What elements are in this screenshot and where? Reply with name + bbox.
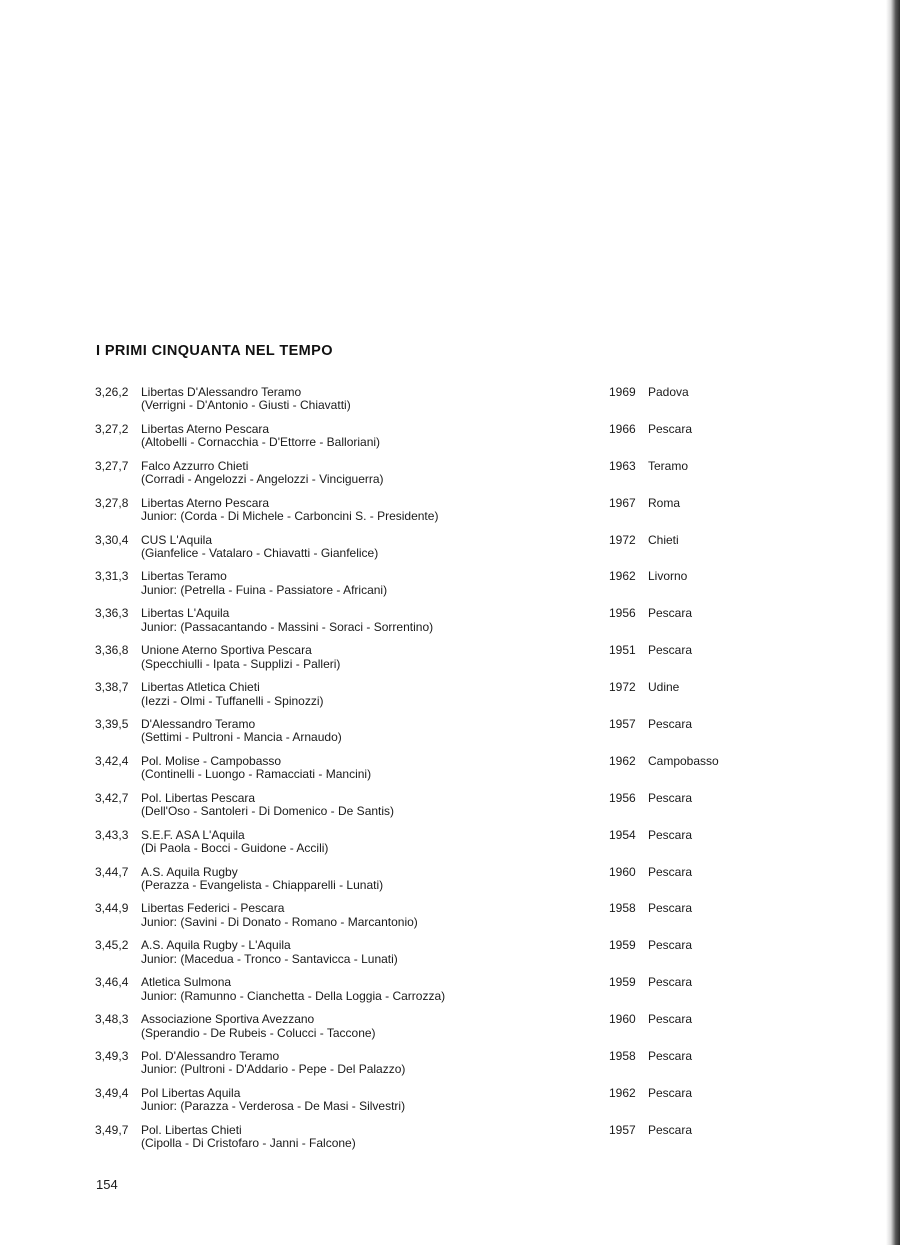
record-year: 1972 [609, 532, 636, 547]
record-row [0, 534, 900, 571]
record-members: (Corradi - Angelozzi - Angelozzi - Vinciguerra) [141, 472, 384, 487]
record-place: Pescara [648, 790, 693, 805]
record-place: Pescara [648, 901, 693, 916]
record-row [0, 718, 900, 755]
record-place: Livorno [648, 569, 688, 584]
record-members: (Dell'Oso - Santoleri - Di Domenico - De Santis) [141, 804, 395, 819]
record-team: Libertas D'Alessandro Teramo [141, 385, 302, 399]
record-members: (Continelli - Luongo - Ramacciati - Mancini) [141, 767, 372, 782]
record-time: 3,49,4 [95, 1085, 129, 1100]
record-members: Junior: (Petrella - Fuina - Passiatore - Africani) [141, 582, 388, 597]
record-place: Pescara [648, 1085, 693, 1100]
record-team: Libertas L'Aquila [141, 606, 230, 621]
page-number: 154 [96, 1177, 118, 1192]
record-members: (Gianfelice - Vatalaro - Chiavatti - Gianfelice) [141, 545, 379, 560]
record-place: Campobasso [648, 753, 719, 768]
record-place: Pescara [648, 1049, 693, 1064]
record-row [0, 644, 900, 681]
record-team: S.E.F. ASA L'Aquila [141, 827, 245, 842]
record-place: Pescara [648, 1122, 693, 1137]
record-row [0, 1124, 900, 1161]
record-place: Pescara [648, 975, 693, 990]
record-row [0, 939, 900, 976]
record-team: Pol. D'Alessandro Teramo [141, 1049, 280, 1064]
record-place: Chieti [648, 532, 679, 547]
record-year: 1963 [609, 458, 636, 473]
record-place: Pescara [648, 717, 693, 732]
record-place: Teramo [648, 458, 689, 473]
record-members: Junior: (Corda - Di Michele - Carboncini S. - Presidente) [141, 509, 439, 524]
record-row [0, 1013, 900, 1050]
record-team: Pol. Molise - Campobasso [141, 753, 282, 768]
record-year: 1957 [609, 1122, 636, 1137]
record-members: (Iezzi - Olmi - Tuffanelli - Spinozzi) [141, 693, 324, 708]
record-team: Libertas Aterno Pescara [141, 421, 270, 436]
record-place: Pescara [648, 643, 693, 658]
record-team: A.S. Aquila Rugby - L'Aquila [141, 938, 291, 953]
record-time: 3,27,8 [95, 495, 129, 510]
record-time: 3,39,5 [95, 717, 129, 732]
record-time: 3,30,4 [95, 532, 129, 547]
record-place: Pescara [648, 827, 693, 842]
record-year: 1962 [609, 753, 636, 768]
record-year: 1956 [609, 790, 636, 805]
record-row [0, 423, 900, 460]
record-time: 3,27,7 [95, 458, 129, 473]
record-team: D'Alessandro Teramo [141, 717, 256, 732]
record-team: Atletica Sulmona [141, 975, 232, 990]
record-members: Junior: (Ramunno - Cianchetta - Della Loggia - Carrozza) [141, 988, 446, 1003]
record-place: Roma [648, 495, 681, 510]
record-row [0, 755, 900, 792]
record-year: 1958 [609, 901, 636, 916]
record-members: (Di Paola - Bocci - Guidone - Accili) [141, 841, 329, 856]
record-year: 1972 [609, 680, 636, 695]
record-team: Falco Azzurro Chieti [141, 458, 249, 473]
record-row [0, 570, 900, 607]
record-place: Padova [648, 385, 689, 399]
record-team: Associazione Sportiva Avezzano [141, 1012, 315, 1027]
record-place: Pescara [648, 938, 693, 953]
record-time: 3,44,9 [95, 901, 129, 916]
record-row [0, 1087, 900, 1124]
record-time: 3,42,7 [95, 790, 129, 805]
record-year: 1954 [609, 827, 636, 842]
record-time: 3,45,2 [95, 938, 129, 953]
record-year: 1959 [609, 975, 636, 990]
record-time: 3,31,3 [95, 569, 129, 584]
record-team: A.S. Aquila Rugby [141, 864, 238, 879]
record-row [0, 1050, 900, 1087]
record-row [0, 460, 900, 497]
record-members: Junior: (Savini - Di Donato - Romano - Marcantonio) [141, 914, 418, 929]
record-row [0, 902, 900, 939]
record-place: Pescara [648, 421, 693, 436]
record-members: (Altobelli - Cornacchia - D'Ettorre - Balloriani) [141, 435, 381, 450]
record-row [0, 866, 900, 903]
record-row [0, 976, 900, 1013]
record-year: 1962 [609, 1085, 636, 1100]
record-team: Libertas Teramo [141, 569, 227, 584]
record-year: 1958 [609, 1049, 636, 1064]
record-year: 1966 [609, 421, 636, 436]
record-year: 1957 [609, 717, 636, 732]
record-time: 3,49,3 [95, 1049, 129, 1064]
record-members: (Specchiulli - Ipata - Supplizi - Palleri) [141, 656, 341, 671]
record-year: 1967 [609, 495, 636, 510]
record-team: Unione Aterno Sportiva Pescara [141, 643, 312, 658]
record-members: Junior: (Pultroni - D'Addario - Pepe - Del Palazzo) [141, 1062, 406, 1077]
record-time: 3,42,4 [95, 753, 129, 768]
record-time: 3,26,2 [95, 385, 129, 399]
record-year: 1969 [609, 385, 636, 399]
record-time: 3,43,3 [95, 827, 129, 842]
section-heading: I PRIMI CINQUANTA NEL TEMPO [96, 343, 333, 359]
record-row [0, 607, 900, 644]
record-members: Junior: (Parazza - Verderosa - De Masi - Silvestri) [141, 1099, 406, 1114]
record-row [0, 497, 900, 534]
record-team: CUS L'Aquila [141, 532, 212, 547]
record-year: 1962 [609, 569, 636, 584]
record-members: (Settimi - Pultroni - Mancia - Arnaudo) [141, 730, 342, 745]
record-time: 3,36,8 [95, 643, 129, 658]
records-list [0, 386, 900, 1161]
record-time: 3,36,3 [95, 606, 129, 621]
record-place: Udine [648, 680, 680, 695]
record-time: 3,48,3 [95, 1012, 129, 1027]
record-row [0, 681, 900, 718]
record-year: 1956 [609, 606, 636, 621]
record-team: Libertas Aterno Pescara [141, 495, 270, 510]
record-members: (Cipolla - Di Cristofaro - Janni - Falcone) [141, 1136, 356, 1151]
record-year: 1960 [609, 1012, 636, 1027]
record-members: (Perazza - Evangelista - Chiapparelli - Lunati) [141, 877, 384, 892]
record-team: Pol. Libertas Pescara [141, 790, 256, 805]
record-place: Pescara [648, 864, 693, 879]
record-time: 3,49,7 [95, 1122, 129, 1137]
record-row [0, 386, 900, 423]
record-year: 1960 [609, 864, 636, 879]
record-members: (Verrigni - D'Antonio - Giusti - Chiavatti) [141, 398, 351, 413]
record-place: Pescara [648, 606, 693, 621]
record-members: Junior: (Macedua - Tronco - Santavicca - Lunati) [141, 951, 398, 966]
record-time: 3,27,2 [95, 421, 129, 436]
record-team: Libertas Atletica Chieti [141, 680, 260, 695]
record-members: Junior: (Passacantando - Massini - Soraci - Sorrentino) [141, 619, 434, 634]
record-place: Pescara [648, 1012, 693, 1027]
record-row [0, 792, 900, 829]
record-row [0, 829, 900, 866]
record-team: Libertas Federici - Pescara [141, 901, 285, 916]
record-time: 3,44,7 [95, 864, 129, 879]
record-year: 1951 [609, 643, 636, 658]
record-team: Pol Libertas Aquila [141, 1085, 241, 1100]
record-members: (Sperandio - De Rubeis - Colucci - Taccone) [141, 1025, 376, 1040]
record-time: 3,38,7 [95, 680, 129, 695]
record-year: 1959 [609, 938, 636, 953]
record-team: Pol. Libertas Chieti [141, 1122, 242, 1137]
record-time: 3,46,4 [95, 975, 129, 990]
